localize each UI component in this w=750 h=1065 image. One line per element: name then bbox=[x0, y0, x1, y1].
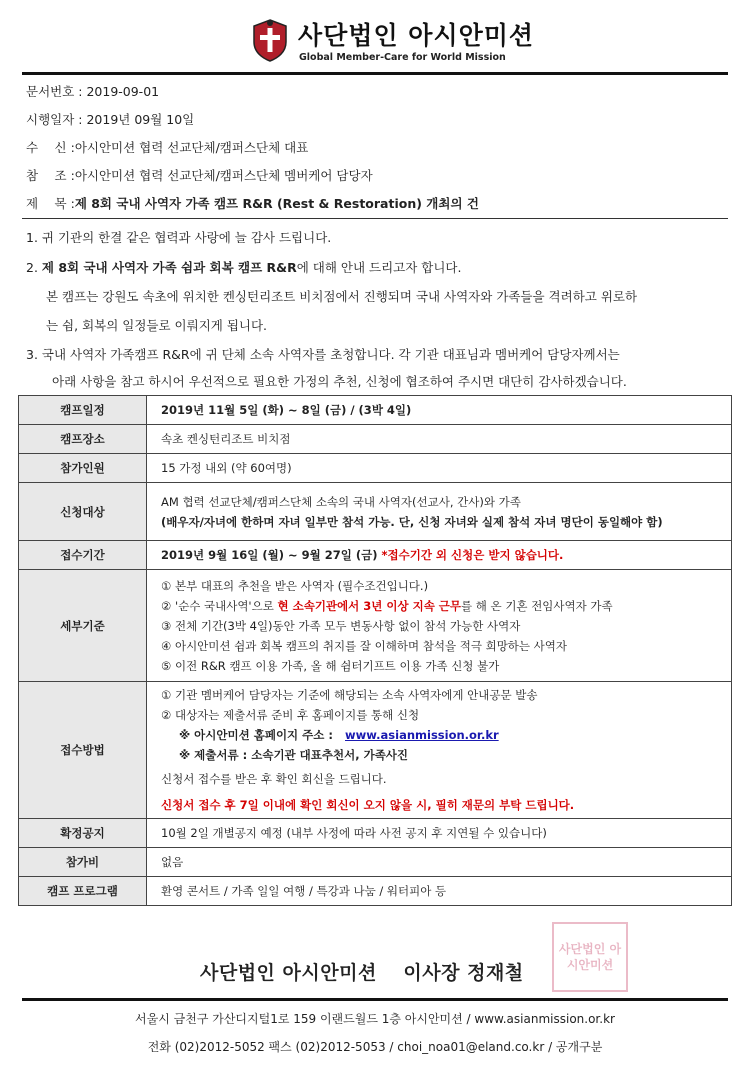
fee-label: 참가비 bbox=[19, 848, 147, 877]
table-row bbox=[19, 877, 732, 906]
footer-address: 서울시 금천구 가산디지털1로 159 이랜드월드 1층 아시안미션 / www.asianmission.or.kr bbox=[135, 1012, 615, 1026]
paragraph-3-line-1: 3. 국내 사역자 가족캠프 R&R에 귀 단체 소속 사역자를 초청합니다. 각 기관 대표님과 멤버케어 담당자께서는 bbox=[26, 347, 620, 362]
table-row bbox=[19, 570, 732, 682]
period-note: *접수기간 외 신청은 받지 않습니다. bbox=[377, 548, 564, 562]
official-seal bbox=[552, 922, 628, 992]
criteria-item: ③ 전체 기간(3박 4일)동안 가족 모두 변동사항 없이 참석 가능한 사역자 bbox=[161, 618, 521, 633]
subject-divider bbox=[22, 218, 728, 219]
criteria-label: 세부기준 bbox=[19, 570, 147, 682]
program-value: 환영 콘서트 / 가족 일일 여행 / 특강과 나눔 / 워터피아 등 bbox=[147, 877, 732, 906]
program-label: 캠프 프로그램 bbox=[19, 877, 147, 906]
method-item: ① 기관 멤버케어 담당자는 기준에 해당되는 소속 사역자에게 안내공문 발송 bbox=[161, 688, 538, 702]
org-crest-icon bbox=[250, 18, 290, 62]
criteria-2-start: ② '순수 국내사역'으로 bbox=[161, 598, 278, 613]
table-row bbox=[19, 454, 732, 483]
method-item: 신청서 접수를 받은 후 확인 회신을 드립니다. bbox=[161, 772, 387, 786]
method-item bbox=[161, 725, 721, 745]
homepage-link[interactable]: www.asianmission.or.kr bbox=[345, 728, 499, 742]
criteria-item: ① 본부 대표의 추천을 받은 사역자 (필수조건입니다.) bbox=[161, 578, 429, 593]
place-value: 속초 켄싱턴리조트 비치점 bbox=[147, 425, 732, 454]
paragraph-3-line-2: 아래 사항을 참고 하시어 우선적으로 필요한 가정의 추천, 신청에 협조하여 주시면 대단히 감사하겠습니다. bbox=[52, 374, 627, 389]
method-item: ※ 제출서류 : 소속기관 대표추천서, 가족사진 bbox=[179, 748, 409, 762]
table-row bbox=[19, 541, 732, 570]
people-label: 참가인원 bbox=[19, 454, 147, 483]
camp-info-table bbox=[18, 395, 732, 906]
schedule-value: 2019년 11월 5일 (화) ~ 8일 (금) / (3박 4일) bbox=[147, 396, 732, 425]
criteria-value bbox=[147, 570, 732, 682]
paragraph-2 bbox=[26, 258, 461, 276]
target-line-1: AM 협력 선교단체/캠퍼스단체 소속의 국내 사역자(선교사, 간사)와 가족 bbox=[161, 494, 521, 509]
method-label: 접수방법 bbox=[19, 682, 147, 819]
criteria-2-end: 를 해 온 기혼 전임사역자 가족 bbox=[461, 598, 613, 613]
place-label: 캠프장소 bbox=[19, 425, 147, 454]
cc-key: 참 조 : bbox=[26, 168, 75, 183]
criteria-item: ⑤ 이전 R&R 캠프 이용 가족, 올 해 쉼터기프트 이용 가족 신청 불가 bbox=[161, 658, 500, 673]
paragraph-2-line-3: 는 쉼, 회복의 일정들로 이뤄지게 됩니다. bbox=[46, 318, 268, 333]
subject-value: 제 8회 국내 사역자 가족 캠프 R&R (Rest & Restoration) 개최의 건 bbox=[74, 196, 479, 211]
target-label: 신청대상 bbox=[19, 483, 147, 541]
footer-contact: 전화 (02)2012-5052 팩스 (02)2012-5053 / choi_noa01@eland.co.kr / 공개구분 bbox=[147, 1040, 603, 1054]
notice-label: 확정공지 bbox=[19, 819, 147, 848]
table-row bbox=[19, 483, 732, 541]
paragraph-2-bold: 제 8회 국내 사역자 가족 쉼과 회복 캠프 R&R bbox=[41, 260, 297, 275]
period-label: 접수기간 bbox=[19, 541, 147, 570]
target-line-2: (배우자/자녀에 한하며 자녀 일부만 참석 가능. 단, 신청 자녀와 실제 참석 자녀 명단이 동일해야 함) bbox=[161, 514, 663, 529]
table-row bbox=[19, 848, 732, 877]
paragraph-2-rest: 에 대해 안내 드리고자 합니다. bbox=[296, 260, 462, 275]
cc-value: 아시안미션 협력 선교단체/캠퍼스단체 멤버케어 담당자 bbox=[74, 168, 373, 183]
signature-line: 사단법인 아시안미션 이사장 정재철 bbox=[200, 962, 524, 984]
cc-line bbox=[26, 166, 373, 184]
table-row bbox=[19, 819, 732, 848]
recipient-value: 아시안미션 협력 선교단체/캠퍼스단체 대표 bbox=[74, 140, 309, 155]
paragraph-1: 1. 귀 기관의 한결 같은 협력과 사랑에 늘 감사 드립니다. bbox=[26, 230, 332, 245]
schedule-label: 캠프일정 bbox=[19, 396, 147, 425]
criteria-item bbox=[161, 596, 721, 616]
table-row bbox=[19, 396, 732, 425]
homepage-label: ※ 아시안미션 홈페이지 주소 : bbox=[179, 728, 333, 742]
doc-number: 문서번호 : 2019-09-01 bbox=[26, 84, 160, 99]
period-value bbox=[147, 541, 732, 570]
footer-divider bbox=[22, 998, 728, 1001]
people-value: 15 가정 내외 (약 60여명) bbox=[147, 454, 732, 483]
recipient-key: 수 신 : bbox=[26, 140, 75, 155]
target-value bbox=[147, 483, 732, 541]
recipient-line bbox=[26, 138, 308, 156]
seal-text: 사단법인 아시안미션 bbox=[558, 942, 622, 972]
fee-value: 없음 bbox=[147, 848, 732, 877]
issue-date: 시행일자 : 2019년 09월 10일 bbox=[26, 112, 195, 127]
letterhead bbox=[0, 0, 750, 72]
method-value bbox=[147, 682, 732, 819]
header-divider bbox=[22, 72, 728, 75]
subject-key: 제 목 : bbox=[26, 196, 75, 211]
paragraph-2-number: 2. bbox=[26, 260, 42, 275]
paragraph-2-line-2: 본 캠프는 강원도 속초에 위치한 켄싱턴리조트 비치점에서 진행되며 국내 사역자와 가족들을 격려하고 위로하 bbox=[46, 289, 638, 304]
period-dates: 2019년 9월 16일 (월) ~ 9월 27일 (금) bbox=[161, 548, 378, 562]
org-name: 사단법인 아시안미션 bbox=[298, 21, 535, 50]
criteria-2-highlight: 현 소속기관에서 3년 이상 지속 근무 bbox=[277, 598, 462, 613]
table-row bbox=[19, 682, 732, 819]
criteria-item: ④ 아시안미션 쉼과 회복 캠프의 취지를 잘 이해하며 참석을 적극 희망하는 사역자 bbox=[161, 638, 568, 653]
notice-value: 10월 2일 개별공지 예정 (내부 사정에 따라 사전 공지 후 지연될 수 있습니다) bbox=[147, 819, 732, 848]
org-tagline: Global Member-Care for World Mission bbox=[299, 52, 506, 63]
method-item: ② 대상자는 제출서류 준비 후 홈페이지를 통해 신청 bbox=[161, 708, 420, 722]
subject-line bbox=[26, 194, 479, 212]
method-warning: 신청서 접수 후 7일 이내에 확인 회신이 오지 않을 시, 필히 재문의 부탁 드립니다. bbox=[161, 798, 575, 812]
table-row bbox=[19, 425, 732, 454]
